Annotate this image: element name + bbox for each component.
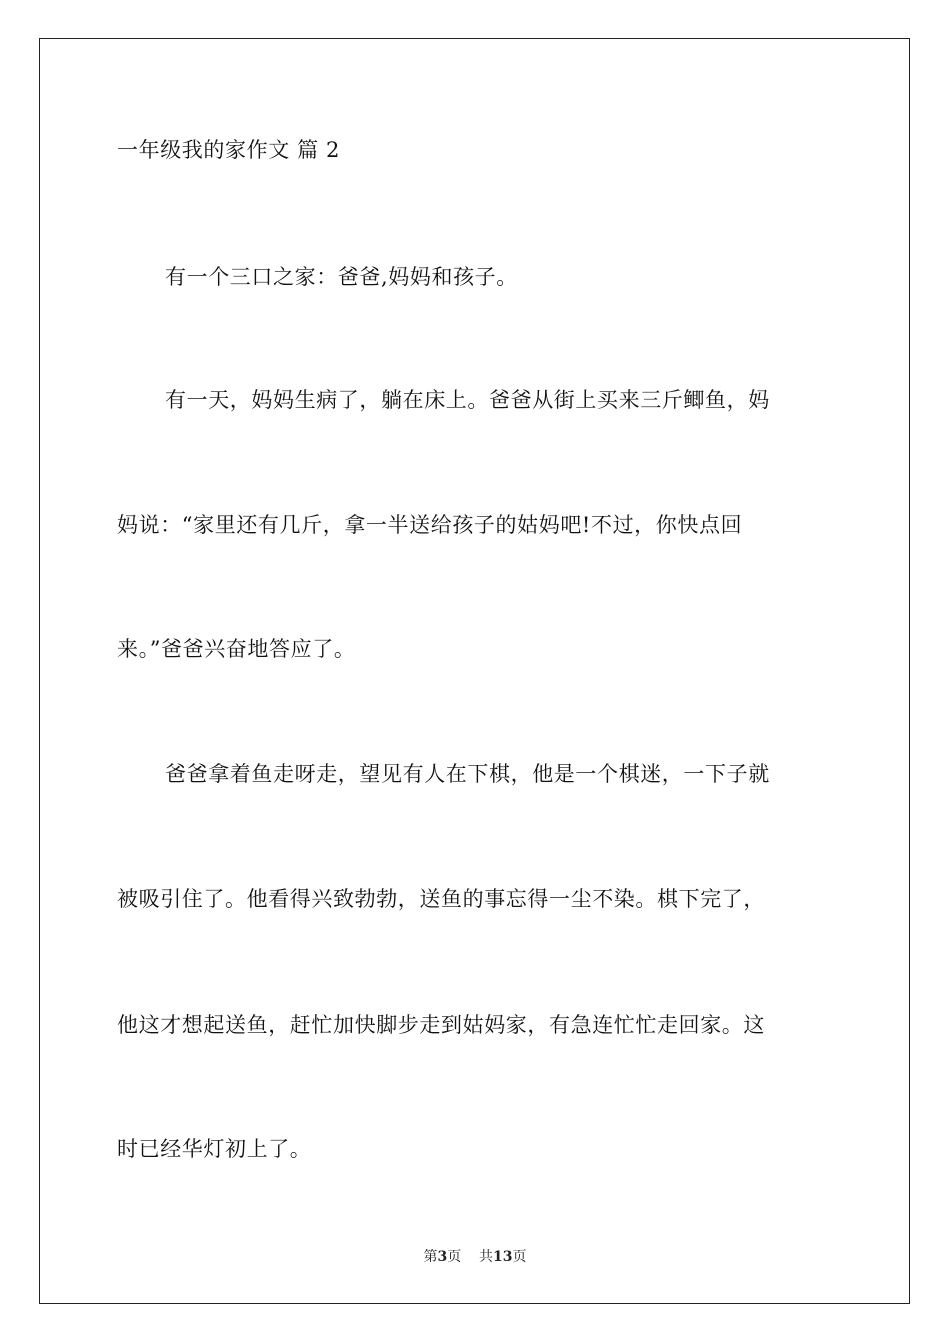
page-border [39,38,910,1304]
essay-heading: 一年级我的家作文 篇 2 [117,138,340,162]
page-suffix: 页 [512,1249,527,1265]
current-page-number: 3 [437,1249,448,1265]
page-prefix: 第 [423,1249,438,1265]
paragraph-3-line-2: 被吸引住了。他看得兴致勃勃，送鱼的事忘得一尘不染。棋下完了， [117,887,765,911]
page-separator: 页 共 [447,1249,494,1265]
paragraph-3-line-1: 爸爸拿着鱼走呀走，望见有人在下棋，他是一个棋迷，一下子就 [165,762,770,786]
paragraph-2-line-2: 妈说：“家里还有几斤，拿一半送给孩子的姑妈吧!不过，你快点回 [117,513,743,537]
page-number-footer [0,1248,950,1266]
paragraph-3-line-4: 时已经华灯初上了。 [117,1137,312,1161]
paragraph-3-line-3: 他这才想起送鱼，赶忙加快脚步走到姑妈家，有急连忙忙走回家。这 [117,1013,765,1037]
total-page-number: 13 [493,1249,513,1265]
paragraph-2-line-3: 来。”爸爸兴奋地答应了。 [117,637,356,661]
paragraph-1-line-1: 有一个三口之家：爸爸,妈妈和孩子。 [165,265,518,289]
paragraph-2-line-1: 有一天，妈妈生病了，躺在床上。爸爸从街上买来三斤鲫鱼，妈 [165,388,770,412]
